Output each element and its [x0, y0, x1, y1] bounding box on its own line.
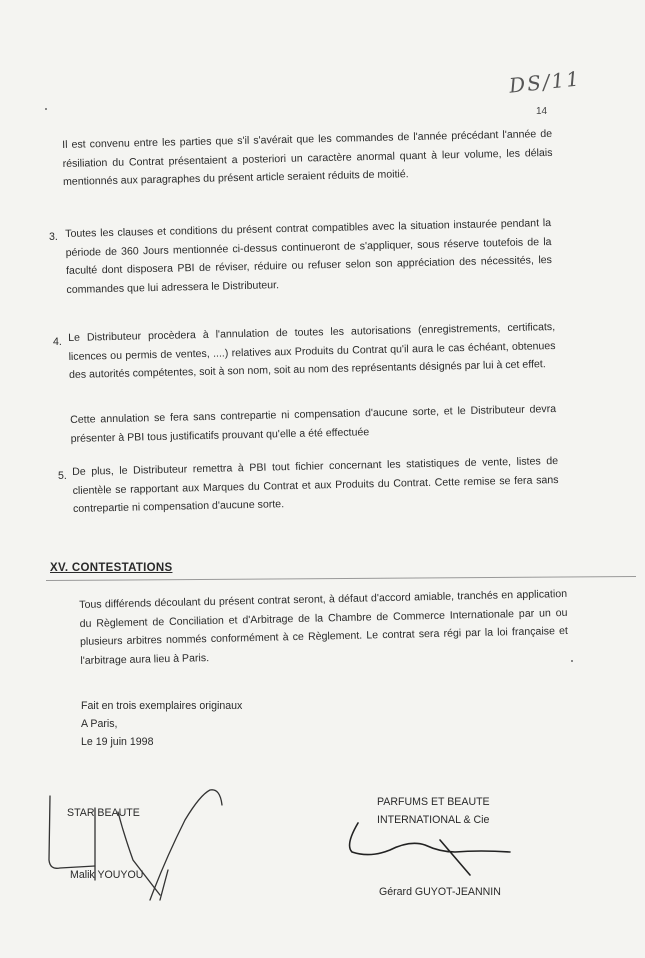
- item-4-paragraph-2: Cette annulation se fera sans contrepartie ni compensation d'aucune sorte, et le Distributeur devra présenter à PBI tous justificatifs prouvant qu'elle a été effectuée: [70, 402, 557, 445]
- handwritten-reference-note: DS/11: [507, 66, 582, 98]
- item-5-number: 5.: [58, 470, 67, 482]
- closing-line-2: A Paris,: [81, 718, 118, 730]
- left-signatory-name: Malik YOUYOU: [70, 869, 144, 881]
- right-signatory-company-line2: INTERNATIONAL & Cie: [377, 814, 490, 826]
- left-signature: [49, 790, 222, 900]
- closing-date: Le 19 juin 1998: [81, 736, 154, 748]
- item-3-paragraph: Toutes les clauses et conditions du présent contrat compatibles avec la situation instaurée pendant la période de 360 Jours mentionnée ci-dessus continueront de s'appliquer, sous réserve toutefois de la faculté dont disposera PBI de réviser, réduire ou refuser selon son appréciation des nécessités, les commandes que lui adressera le Distributeur.: [65, 216, 553, 296]
- section-heading: XV. CONTESTATIONS: [50, 562, 173, 574]
- left-signatory-company: STAR BEAUTE: [67, 807, 140, 819]
- page-number: 14: [536, 106, 548, 117]
- right-signature: [350, 823, 510, 875]
- contestations-paragraph: Tous différends découlant du présent contrat seront, à défaut d'accord amiable, tranchés en application du Règlement de Conciliation et d'Arbitrage de la Chambre de Commerce Internationale par un ou plusieurs arbitres nommés conformément à ce Règlement. Le contrat sera régi par la loi française et l'arbitrage aura lieu à Paris.: [79, 587, 569, 667]
- scan-speck: [571, 660, 573, 662]
- item-5-paragraph: De plus, le Distributeur remettra à PBI tout fichier concernant les statistiques de vente, listes de clientèle se rapportant aux Marques du Contrat et aux Produits du Contrat. Cette remise se fera sans contrepartie ni compensation d'aucune sorte.: [72, 454, 559, 515]
- item-4-number: 4.: [53, 336, 62, 348]
- closing-line-1: Fait en trois exemplaires originaux: [81, 700, 243, 712]
- item-4-paragraph: Le Distributeur procèdera à l'annulation de toutes les autorisations (enregistrements, certificats, licences ou permis de ventes, ....) relatives aux Produits du Contrat qu'il aura le cas échéant, obtenues des autorités compétentes, soit à son nom, soit au nom des représentants désignés par lui à cet effet.: [68, 320, 556, 381]
- scan-speck: [45, 108, 47, 110]
- right-signatory-company-line1: PARFUMS ET BEAUTE: [377, 796, 490, 808]
- intro-paragraph: Il est convenu entre les parties que s'il s'avérait que les commandes de l'année précédant l'année de résiliation du Contrat présentaient a posteriori un caractère anormal quant à leur volume, les délais mentionnés aux paragraphes du présent article seraient réduits de moitié.: [62, 127, 553, 188]
- right-signatory-name: Gérard GUYOT-JEANNIN: [379, 886, 501, 898]
- item-3-number: 3.: [49, 231, 58, 243]
